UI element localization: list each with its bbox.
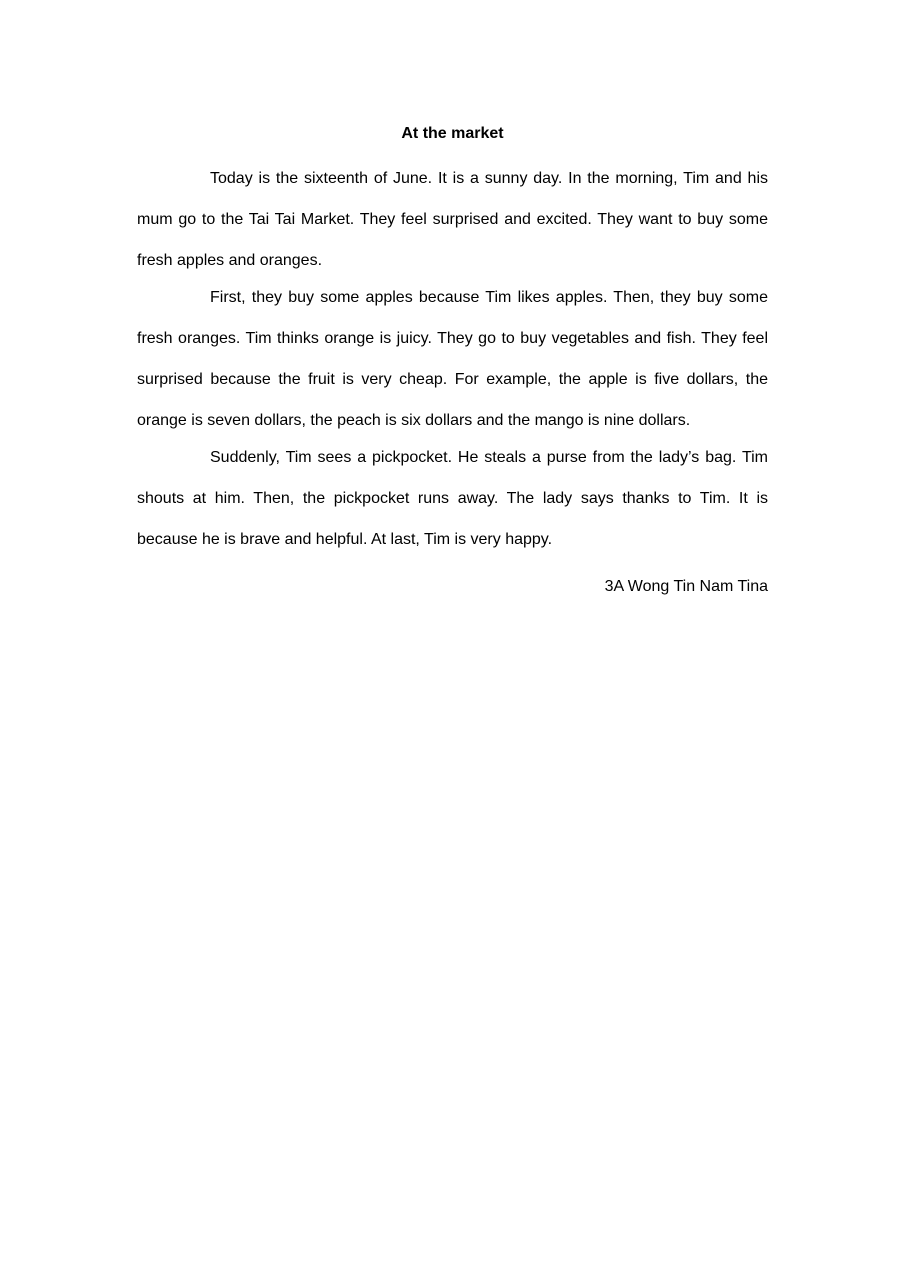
document-body [137, 118, 768, 602]
paragraph-3: Suddenly, Tim sees a pickpocket. He steals a purse from the lady’s bag. Tim shouts at him. Then, the pickpocket runs away. The lady says thanks to Tim. It is because he is brave and helpful. At last, Tim is very happy. [137, 449, 768, 548]
author-signature: 3A Wong Tin Nam Tina [604, 578, 768, 595]
document-title: At the market [401, 125, 504, 142]
paragraph-1: Today is the sixteenth of June. It is a sunny day. In the morning, Tim and his mum go to the Tai Tai Market. They feel surprised and excited. They want to buy some fresh apples and oranges. [137, 170, 768, 269]
paragraph-2: First, they buy some apples because Tim likes apples. Then, they buy some fresh oranges. Tim thinks orange is juicy. They go to buy vegetables and fish. They feel surprised because the fruit is very cheap. For example, the apple is five dollars, the orange is seven dollars, the peach is six dollars and the mango is nine dollars. [137, 289, 768, 429]
